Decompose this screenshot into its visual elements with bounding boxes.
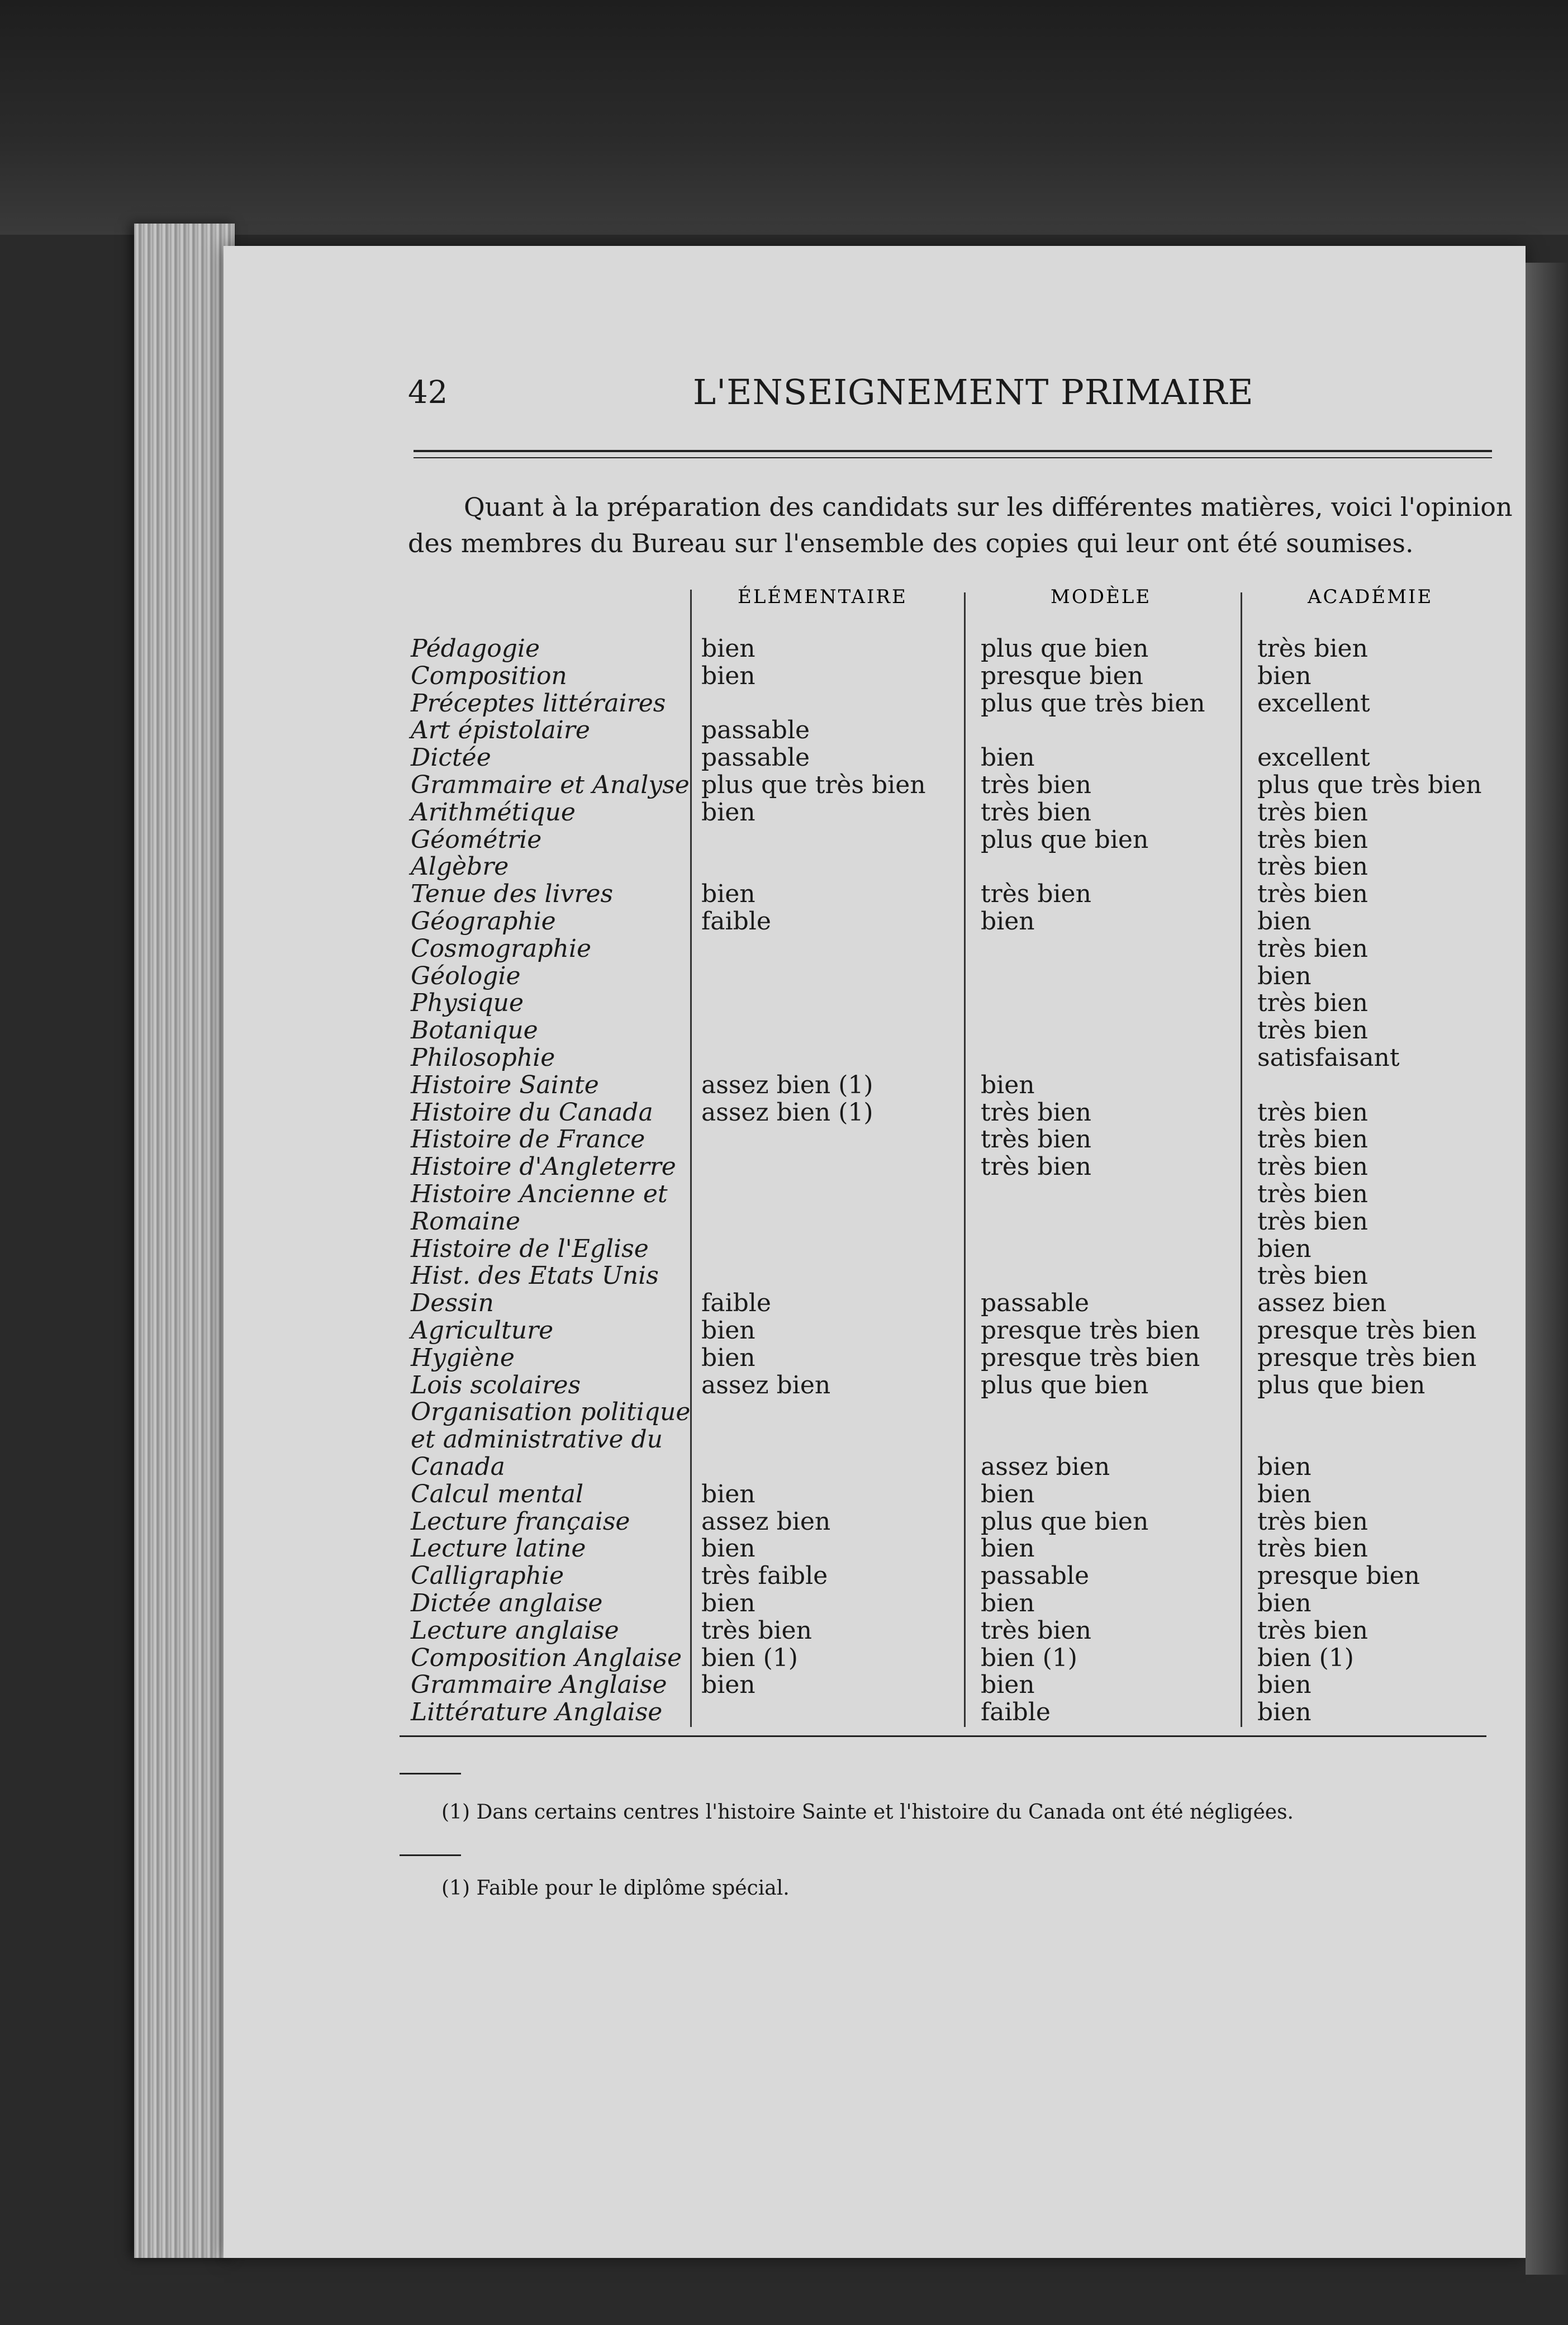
subject-cell: Dictée bbox=[411, 743, 491, 772]
elementaire-cell: assez bien bbox=[701, 1507, 831, 1536]
modele-cell: plus que bien bbox=[981, 825, 1149, 854]
academie-cell: bien bbox=[1257, 907, 1312, 936]
elementaire-cell: très bien bbox=[701, 1616, 812, 1645]
academie-cell: bien bbox=[1257, 961, 1312, 990]
academie-cell: très bien bbox=[1257, 1016, 1368, 1045]
table-row bbox=[0, 1698, 1568, 1726]
academie-cell: très bien bbox=[1257, 1098, 1368, 1127]
background-top bbox=[0, 0, 1568, 235]
academie-cell: très bien bbox=[1257, 1180, 1368, 1208]
modele-cell: presque bien bbox=[981, 661, 1143, 690]
table-row bbox=[0, 635, 1568, 662]
intro-line-1: Quant à la préparation des candidats sur les différentes matières, voici l'opinion bbox=[464, 492, 1513, 522]
table-row bbox=[0, 1671, 1568, 1698]
academie-cell: bien bbox=[1257, 1589, 1312, 1617]
table-row bbox=[0, 1344, 1568, 1372]
subject-cell: Histoire de l'Eglise bbox=[411, 1234, 649, 1263]
footnote-separator-1 bbox=[400, 1773, 461, 1774]
academie-cell: très bien bbox=[1257, 880, 1368, 909]
academie-cell: très bien bbox=[1257, 634, 1368, 663]
elementaire-cell: bien bbox=[701, 880, 756, 909]
academie-cell: assez bien bbox=[1257, 1289, 1387, 1318]
footnote-separator-2 bbox=[400, 1854, 461, 1856]
subject-cell: Histoire Sainte bbox=[411, 1070, 599, 1099]
academie-cell: bien bbox=[1257, 1698, 1312, 1727]
subject-cell: Lecture latine bbox=[411, 1534, 586, 1563]
academie-cell: bien (1) bbox=[1257, 1643, 1354, 1672]
modele-cell: bien bbox=[981, 1671, 1035, 1700]
table-row bbox=[0, 717, 1568, 744]
subject-cell: et administrative du bbox=[411, 1425, 663, 1454]
table-row bbox=[0, 1372, 1568, 1399]
header-rule-top bbox=[414, 450, 1492, 452]
table-row bbox=[0, 1071, 1568, 1099]
academie-cell: plus que bien bbox=[1257, 1370, 1426, 1399]
academie-cell: presque très bien bbox=[1257, 1343, 1477, 1372]
subject-cell: Histoire d'Angleterre bbox=[411, 1152, 676, 1182]
subject-cell: Lecture anglaise bbox=[411, 1616, 619, 1645]
table-row bbox=[0, 662, 1568, 690]
column-header-academie: ACADÉMIE bbox=[1308, 586, 1433, 608]
modele-cell: bien bbox=[981, 1479, 1035, 1508]
header-rule-bottom bbox=[414, 457, 1492, 458]
modele-cell: bien bbox=[981, 1589, 1035, 1617]
subject-cell: Grammaire Anglaise bbox=[411, 1671, 667, 1700]
table-row bbox=[0, 880, 1568, 908]
subject-cell: Organisation politique bbox=[411, 1398, 691, 1427]
elementaire-cell: bien bbox=[701, 661, 756, 690]
elementaire-cell: plus que très bien bbox=[701, 771, 926, 799]
running-head: L'ENSEIGNEMENT PRIMAIRE bbox=[693, 372, 1254, 412]
modele-cell: presque très bien bbox=[981, 1343, 1200, 1372]
elementaire-cell: assez bien bbox=[701, 1370, 831, 1399]
modele-cell: très bien bbox=[981, 1616, 1091, 1645]
subject-cell: Art épistolaire bbox=[411, 716, 590, 745]
elementaire-cell: bien bbox=[701, 1316, 756, 1345]
footnote-2: (1) Faible pour le diplôme spécial. bbox=[441, 1877, 790, 1900]
modele-cell: très bien bbox=[981, 798, 1091, 827]
academie-cell: presque bien bbox=[1257, 1562, 1420, 1591]
modele-cell: presque très bien bbox=[981, 1316, 1200, 1345]
modele-cell: passable bbox=[981, 1289, 1090, 1318]
table-row bbox=[0, 1426, 1568, 1453]
academie-cell: excellent bbox=[1257, 743, 1370, 772]
subject-cell: Préceptes littéraires bbox=[411, 689, 666, 718]
academie-cell: très bien bbox=[1257, 1152, 1368, 1182]
subject-cell: Algèbre bbox=[411, 852, 509, 881]
subject-cell: Histoire de France bbox=[411, 1125, 645, 1154]
academie-cell: excellent bbox=[1257, 689, 1370, 718]
academie-cell: bien bbox=[1257, 1671, 1312, 1700]
table-row bbox=[0, 908, 1568, 935]
elementaire-cell: bien bbox=[701, 1589, 756, 1617]
elementaire-cell: passable bbox=[701, 716, 810, 745]
subject-cell: Calcul mental bbox=[411, 1479, 584, 1508]
subject-cell: Canada bbox=[411, 1453, 505, 1481]
subject-cell: Hygiène bbox=[411, 1343, 515, 1372]
elementaire-cell: très faible bbox=[701, 1562, 828, 1591]
table-row bbox=[0, 1208, 1568, 1235]
subject-cell: Calligraphie bbox=[411, 1562, 564, 1591]
table-row bbox=[0, 1180, 1568, 1208]
academie-cell: bien bbox=[1257, 661, 1312, 690]
academie-cell: très bien bbox=[1257, 1507, 1368, 1536]
column-header-modele: MODÈLE bbox=[1051, 586, 1152, 608]
elementaire-cell: bien (1) bbox=[701, 1643, 798, 1672]
modele-cell: très bien bbox=[981, 1125, 1091, 1154]
subject-cell: Agriculture bbox=[411, 1316, 554, 1345]
table-row bbox=[0, 1535, 1568, 1562]
table-row bbox=[0, 1317, 1568, 1344]
modele-cell: très bien bbox=[981, 880, 1091, 909]
modele-cell: bien bbox=[981, 1534, 1035, 1563]
subject-cell: Lecture française bbox=[411, 1507, 630, 1536]
intro-line-2: des membres du Bureau sur l'ensemble des copies qui leur ont été soumises. bbox=[408, 528, 1414, 558]
academie-cell: très bien bbox=[1257, 825, 1368, 854]
academie-cell: très bien bbox=[1257, 798, 1368, 827]
table-row bbox=[0, 962, 1568, 990]
table-row bbox=[0, 989, 1568, 1017]
academie-cell: très bien bbox=[1257, 852, 1368, 881]
academie-cell: très bien bbox=[1257, 1125, 1368, 1154]
table-bottom-rule bbox=[400, 1735, 1486, 1737]
modele-cell: plus que bien bbox=[981, 634, 1149, 663]
modele-cell: bien bbox=[981, 1070, 1035, 1099]
subject-cell: Cosmographie bbox=[411, 934, 591, 963]
modele-cell: bien bbox=[981, 743, 1035, 772]
modele-cell: bien (1) bbox=[981, 1643, 1077, 1672]
table-row bbox=[0, 1589, 1568, 1617]
academie-cell: très bien bbox=[1257, 1207, 1368, 1236]
subject-cell: Littérature Anglaise bbox=[411, 1698, 663, 1727]
modele-cell: faible bbox=[981, 1698, 1051, 1727]
table-row bbox=[0, 1562, 1568, 1589]
table-row bbox=[0, 1644, 1568, 1672]
academie-cell: très bien bbox=[1257, 934, 1368, 963]
table-row bbox=[0, 935, 1568, 962]
academie-cell: bien bbox=[1257, 1479, 1312, 1508]
table-row bbox=[0, 1289, 1568, 1317]
subject-cell: Tenue des livres bbox=[411, 880, 614, 909]
table-row bbox=[0, 1481, 1568, 1508]
academie-cell: plus que très bien bbox=[1257, 771, 1482, 799]
modele-cell: assez bien bbox=[981, 1453, 1110, 1481]
table-row bbox=[0, 771, 1568, 799]
table-row bbox=[0, 799, 1568, 826]
subject-cell: Physique bbox=[411, 989, 524, 1018]
elementaire-cell: bien bbox=[701, 1479, 756, 1508]
column-header-elementaire: ÉLÉMENTAIRE bbox=[738, 586, 907, 608]
academie-cell: satisfaisant bbox=[1257, 1043, 1400, 1072]
elementaire-cell: faible bbox=[701, 1289, 771, 1318]
elementaire-cell: bien bbox=[701, 634, 756, 663]
subject-cell: Composition bbox=[411, 661, 567, 690]
academie-cell: très bien bbox=[1257, 989, 1368, 1018]
subject-cell: Composition Anglaise bbox=[411, 1643, 682, 1672]
table-row bbox=[0, 1044, 1568, 1071]
table-row bbox=[0, 1099, 1568, 1126]
elementaire-cell: assez bien (1) bbox=[701, 1098, 873, 1127]
modele-cell: plus que bien bbox=[981, 1370, 1149, 1399]
table-row bbox=[0, 1262, 1568, 1289]
table-row bbox=[0, 1617, 1568, 1644]
academie-cell: presque très bien bbox=[1257, 1316, 1477, 1345]
modele-cell: très bien bbox=[981, 1098, 1091, 1127]
elementaire-cell: bien bbox=[701, 1671, 756, 1700]
table-row bbox=[0, 826, 1568, 853]
table-row bbox=[0, 1235, 1568, 1263]
subject-cell: Romaine bbox=[411, 1207, 521, 1236]
table-row bbox=[0, 1508, 1568, 1535]
modele-cell: bien bbox=[981, 907, 1035, 936]
subject-cell: Hist. des Etats Unis bbox=[411, 1261, 659, 1290]
table-row bbox=[0, 690, 1568, 717]
subject-cell: Grammaire et Analyse bbox=[411, 771, 690, 799]
academie-cell: très bien bbox=[1257, 1261, 1368, 1290]
subject-cell: Arithmétique bbox=[411, 798, 576, 827]
footnote-1: (1) Dans certains centres l'histoire Sainte et l'histoire du Canada ont été négligées. bbox=[441, 1801, 1294, 1824]
table-row bbox=[0, 1126, 1568, 1153]
subject-cell: Philosophie bbox=[411, 1043, 555, 1072]
subject-cell: Pédagogie bbox=[411, 634, 540, 663]
modele-cell: plus que très bien bbox=[981, 689, 1205, 718]
subject-cell: Histoire du Canada bbox=[411, 1098, 653, 1127]
subject-cell: Géographie bbox=[411, 907, 556, 936]
modele-cell: passable bbox=[981, 1562, 1090, 1591]
academie-cell: très bien bbox=[1257, 1534, 1368, 1563]
table-row bbox=[0, 744, 1568, 771]
elementaire-cell: bien bbox=[701, 798, 756, 827]
modele-cell: très bien bbox=[981, 771, 1091, 799]
page-number: 42 bbox=[408, 374, 448, 411]
table-row bbox=[0, 1453, 1568, 1481]
elementaire-cell: assez bien (1) bbox=[701, 1070, 873, 1099]
elementaire-cell: bien bbox=[701, 1343, 756, 1372]
subject-cell: Botanique bbox=[411, 1016, 538, 1045]
modele-cell: très bien bbox=[981, 1152, 1091, 1182]
elementaire-cell: passable bbox=[701, 743, 810, 772]
table-row bbox=[0, 1017, 1568, 1044]
academie-cell: bien bbox=[1257, 1234, 1312, 1263]
table-row bbox=[0, 1153, 1568, 1180]
subject-cell: Géométrie bbox=[411, 825, 542, 854]
subject-cell: Lois scolaires bbox=[411, 1370, 581, 1399]
subject-cell: Géologie bbox=[411, 961, 521, 990]
subject-cell: Dessin bbox=[411, 1289, 494, 1318]
table-row bbox=[0, 853, 1568, 880]
subject-cell: Histoire Ancienne et bbox=[411, 1180, 668, 1208]
table-row bbox=[0, 1398, 1568, 1426]
subject-cell: Dictée anglaise bbox=[411, 1589, 603, 1617]
elementaire-cell: faible bbox=[701, 907, 771, 936]
academie-cell: très bien bbox=[1257, 1616, 1368, 1645]
elementaire-cell: bien bbox=[701, 1534, 756, 1563]
modele-cell: plus que bien bbox=[981, 1507, 1149, 1536]
academie-cell: bien bbox=[1257, 1453, 1312, 1481]
